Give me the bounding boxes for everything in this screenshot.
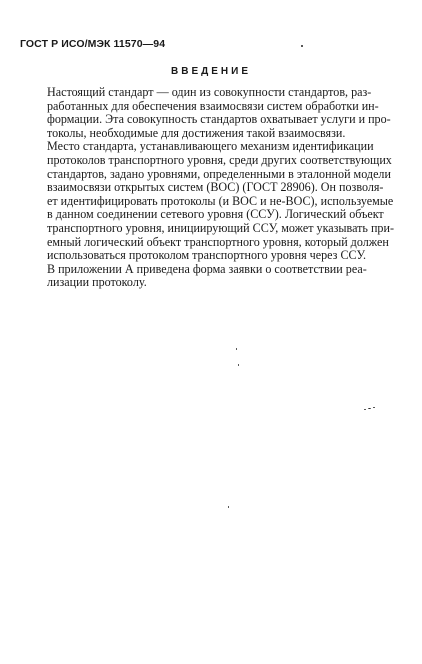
text-line: емный логический объект транспортного уровня, который должен xyxy=(47,234,389,249)
text-line: лизации протоколу. xyxy=(47,275,147,290)
paragraph-3 xyxy=(20,263,408,290)
scan-speck xyxy=(368,408,371,409)
text-line: в данном соединении сетевого уровня (ССУ). Логический объект xyxy=(47,207,384,222)
text-line: протоколов транспортного уровня, среди других соответствующих xyxy=(47,152,392,167)
text-line: В приложении А приведена форма заявки о соответствии реа- xyxy=(47,261,367,276)
standard-header: ГОСТ Р ИСО/МЭК 11570—94 xyxy=(20,38,166,50)
section-title: ВВЕДЕНИЕ xyxy=(171,66,251,77)
paragraph-2 xyxy=(20,140,408,262)
text-line: работанных для обеспечения взаимосвязи систем обработки ин- xyxy=(47,98,379,113)
paragraph-1 xyxy=(20,86,408,140)
text-line: токолы, необходимые для достижения такой взаимосвязи. xyxy=(47,125,346,140)
text-line: Настоящий стандарт — один из совокупности стандартов, раз- xyxy=(47,85,372,99)
text-line: транспортного уровня, инициирующий ССУ, может указывать при- xyxy=(47,220,394,235)
scan-speck xyxy=(301,45,303,47)
text-line: взаимосвязи открытых систем (ВОС) (ГОСТ 28906). Он позволя- xyxy=(47,180,384,195)
scan-speck xyxy=(373,407,375,408)
scan-speck xyxy=(238,364,239,366)
scan-speck xyxy=(228,506,229,508)
text-line: ет идентифицировать протоколы (и ВОС и не-ВОС), используемые xyxy=(47,193,394,208)
text-line: формации. Эта совокупность стандартов охватывает услуги и про- xyxy=(47,112,391,127)
scan-speck xyxy=(236,348,237,350)
text-line: Место стандарта, устанавливающего механизм идентификации xyxy=(47,139,374,154)
scan-speck xyxy=(364,409,366,410)
body-text xyxy=(20,86,408,290)
text-line: использоваться протоколом транспортного уровня через ССУ. xyxy=(47,248,367,263)
text-line: стандартов, задано уровнями, определенными в эталонной модели xyxy=(47,166,391,181)
